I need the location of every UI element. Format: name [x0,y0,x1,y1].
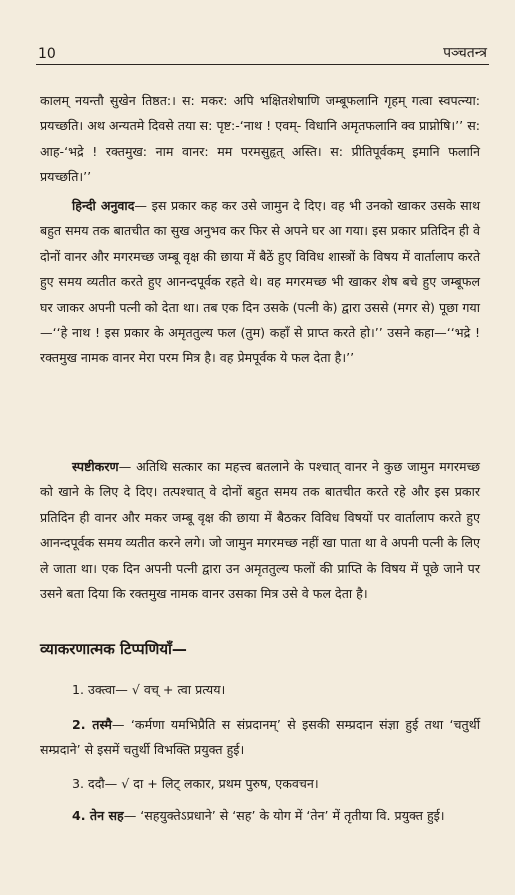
grammar-heading: व्याकरणात्मक टिप्पणियाँ— [40,640,187,658]
note-label: 2. तस्मै [72,717,112,732]
page-number: 10 [38,46,56,62]
grammar-note [40,712,480,763]
hindi-translation-label: हिन्दी अनुवाद [72,198,135,213]
hindi-translation [40,193,480,371]
header-rule [36,64,489,65]
grammar-note [40,803,480,828]
clarification-text: — अतिथि सत्कार का महत्त्व बतलाने के पश्चात् वानर ने कुछ जामुन मगरमच्छ को खाने के लिए दे दिए। तत्पश्चात् वे दोनों बहुत समय तक बातचीत करते रहे और इस प्रकार प्रतिदिन ही वानर और मकर जम्बू वृक्ष की छाया में बैठकर विविध विषयों पर वार्तालाप करते हुए आनन्दपूर्वक समय व्यतीत करने लगे। जो जामुन मगरमच्छ नहीं खा पाता था वे अपनी पत्नी के लिए ले जाता था। एक दिन अपनी पत्नी द्वारा उन अमृततुल्य फलों की प्राप्ति के विषय में पूछे जाने पर उसने बता दिया कि रक्तमुख नामक वानर उसका मित्र उसे वे फल देता है। [40,459,481,602]
page-header [38,40,487,62]
note-text: — √ दा + लिट् लकार, प्रथम पुरुष, एकवचन। [104,776,319,791]
hindi-translation-text: — इस प्रकार कह कर उसे जामुन दे दिए। वह भी उनको खाकर उसके साथ बहुत समय तक बातचीत का सुख अनुभव कर फिर से अपने घर आ गया। इस प्रकार प्रतिदिन ही वे दोनों वानर और मगरमच्छ जम्बू वृक्ष की छाया में बैठें हुए विविध शास्त्रों के विषय में वार्तालाप करते हुए समय व्यतीत करते हुए आनन्दपूर्वक रहते थे। वह मगरमच्छ भी खाकर शेष बचे हुए जम्बूफल घर जाकर अपनी पत्नी को देता था। तब एक दिन उसके (पत्नी के) द्वारा उससे (मगर से) पूछा गया—‘‘हे नाथ ! इस प्रकार के अमृततुल्य फल (तुम) कहाँ से प्राप्त करते हो।’’ उसने कहा—‘‘भद्रे ! रक्तमुख नामक वानर मेरा परम मित्र है। वह प्रेमपूर्वक ये फल देता है।’’ [40,198,480,366]
note-label: 4. तेन सह [72,808,124,823]
note-label: 3. ददौ [72,776,105,791]
note-text: — ‘सहयुक्तेऽप्रधाने’ से ‘सह’ के योग में ‘तेन’ में तृतीया वि. प्रयुक्त हुई। [123,808,445,823]
note-text: — √ वच् + त्वा प्रत्यय। [115,682,226,697]
grammar-note [40,771,480,796]
clarification-label: स्पष्टीकरण [72,459,119,474]
grammar-note [40,677,480,702]
clarification [40,454,480,606]
note-text: — ‘कर्मणा यमभिप्रैति स संप्रदानम्’ से इसकी सम्प्रदान संज्ञा हुई तथा ‘चतुर्थी सम्प्रदाने’ से इसमें चतुर्थी विभक्ति प्रयुक्त हुई। [40,717,480,758]
sanskrit-passage: कालम् नयन्तौ सुखेन तिष्ठत:। स: मकर: अपि भक्षितशेषाणि जम्बूफलानि गृहम् गत्वा स्वपत्न्या: प्रयच्छति। अथ अन्यतमे दिवसे तया स: पृष्ट:-‘नाथ ! एवम्- विधानि अमृतफलानि क्व प्राप्नोषि।’’ स: आह-‘भद्रे ! रक्तमुख: नाम वानर: मम परमसुहृत् अस्ति। स: प्रीतिपूर्वकम् इमानि फलानि प्रयच्छति।’’ [40,93,480,185]
note-label: 1. उक्त्वा [72,682,116,697]
running-title: पञ्चतन्त्र [443,45,487,61]
